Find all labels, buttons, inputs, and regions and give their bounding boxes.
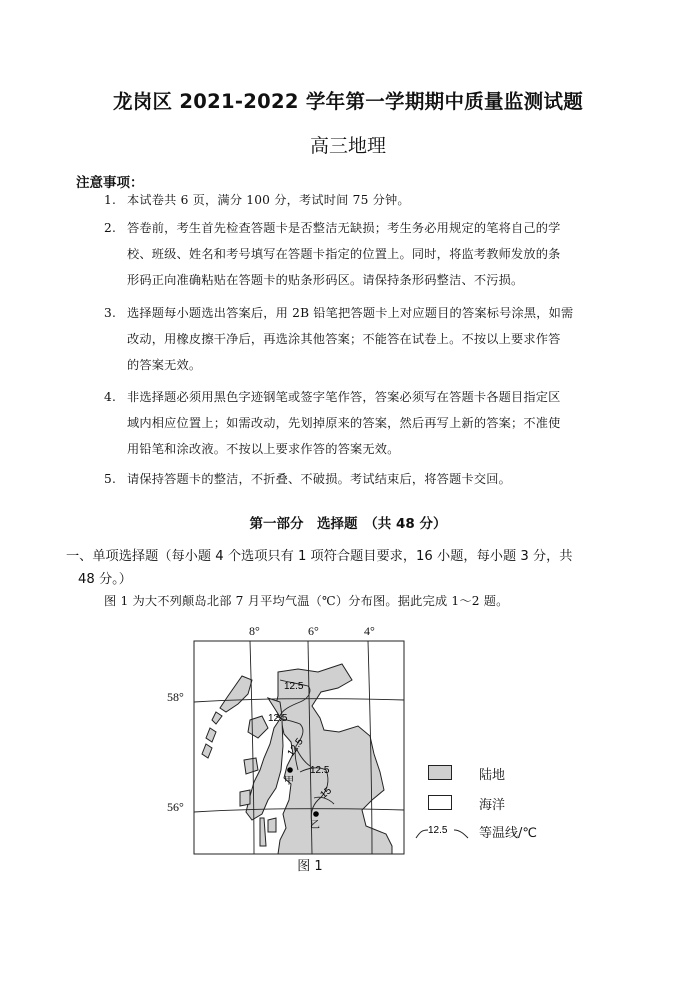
lon-label-8: 8° [249,624,260,638]
legend-isotherm-value: 12.5 [428,825,448,836]
lat-label-56: 56° [167,800,184,814]
notice-heading: 注意事项： [76,175,144,191]
isotherm-label-2: 12.5 [268,713,288,724]
legend-isotherm-sample [414,818,470,842]
legend-isotherm-label: 等温线/℃ [479,826,537,841]
isotherm-label-4: 12.5 [310,765,330,776]
section-heading-line2: 48 分。） [78,572,132,587]
legend-sea-label: 海洋 [479,798,506,813]
lon-label-4: 4° [364,624,375,638]
part1-heading: 第一部分 选择题 （共 48 分） [249,516,447,532]
isotherm-label-5: 15 [318,785,334,801]
isotherm-map [150,620,410,860]
point-yi-label: 乙 [310,820,320,831]
isotherm-label-1: 12.5 [284,681,304,692]
figure-caption: 图 1 [297,859,323,874]
legend-land-label: 陆地 [479,768,506,783]
island-arran [268,818,276,832]
isotherm-label-3: 12.5 [285,736,306,759]
question-intro: 图 1 为大不列颠岛北部 7 月平均气温（℃）分布图。据此完成 1～2 题。 [104,594,509,608]
point-jia-marker [287,767,293,773]
legend-land-swatch [428,765,452,780]
section-heading-line1: 一、单项选择题（每小题 4 个选项只有 1 项符合题目要求，16 小题，每小题 3 分，共 [66,549,573,564]
lat-label-58: 58° [167,690,184,704]
exam-title: 龙岗区 2021-2022 学年第一学期期中质量监测试题 [112,90,584,113]
point-jia-label: 甲 [284,776,294,787]
point-yi-marker [313,811,319,817]
lon-label-6: 6° [308,624,319,638]
island-islay [240,790,250,806]
subject-title: 高三地理 [309,135,386,157]
legend-sea-swatch [428,795,452,810]
